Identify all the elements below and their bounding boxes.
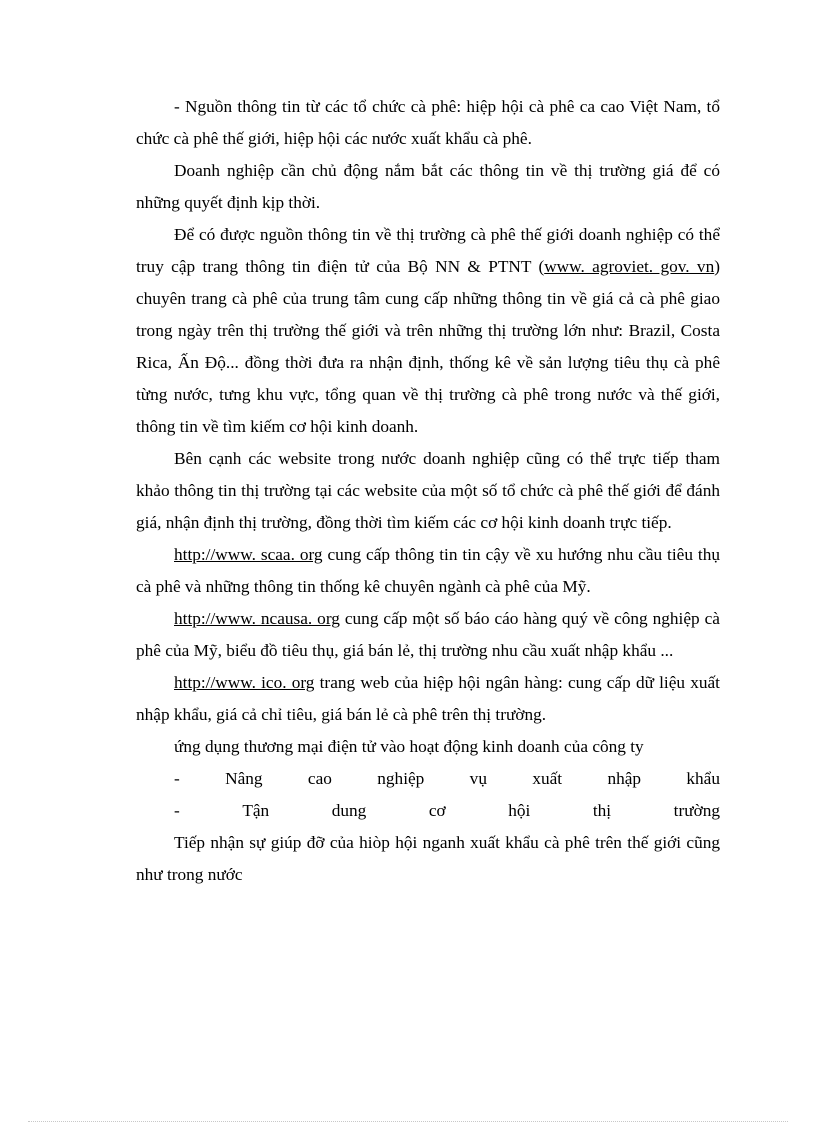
paragraph-association-support: Tiếp nhận sự giúp đỡ của hiòp hội nganh xuất khẩu cà phê trên thế giới cũng như trong nước [136,833,720,884]
paragraph-agroviet [136,219,720,443]
list-word: nghiệp [377,769,425,788]
list-word: khẩu [686,769,720,788]
list-item-market-opportunity [136,795,720,827]
paragraph-websites: Bên cạnh các website trong nước doanh nghiệp cũng có thể trực tiếp tham khảo thông tin thị trường tại các website của một số tổ chức cà phê thế giới để đánh giá, nhận định thị trường, đồng thời tìm kiếm các cơ hội kinh doanh trực tiếp. [136,449,720,532]
scaa-text: cung cấp thông tin tin cậy về xu hướng nhu cầu tiêu thụ cà phê và những thông tin thống kê chuyên ngành cà phê của Mỹ. [136,545,720,596]
scaa-link[interactable]: http://www. scaa. org [174,545,323,564]
list-word: vụ [469,769,487,788]
list-item-improve-skills [136,763,720,795]
agroviet-text-after: ) chuyên trang cà phê của trung tâm cung cấp những thông tin về giá cả cà phê giao trong ngày trên thị trường thế giới và trên những thị trường lớn như: Brazil, Costa Rica, Ấn Độ... đồng thời đưa ra nhận định, thống kê về sản lượng tiêu thụ cà phê từng nước, tưng khu vực, tổng quan về thị trường cà phê trong nước và thế giới, thông tin về tìm kiếm cơ hội kinh doanh. [136,257,720,436]
list-word: nhập [607,769,642,788]
list-word: thị [592,801,612,820]
paragraph-proactive: Doanh nghiệp cần chủ động nắm bắt các thông tin về thị trường giá để có những quyết định kịp thời. [136,161,720,212]
list-word: cao [307,769,332,788]
agroviet-text-before: Để có được nguồn thông tin về thị trường cà phê thế giới doanh nghiệp có thể truy cập trang thông tin điện tử của Bộ NN & PTNT ( [136,225,720,276]
agroviet-link[interactable]: www. agroviet. gov. vn [544,257,715,276]
list-word: Tận [242,801,270,820]
ico-link[interactable]: http://www. ico. org [174,673,315,692]
ico-text: trang web của hiệp hội ngân hàng: cung cấp dữ liệu xuất nhập khẩu, giá cả chỉ tiêu, giá bán lẻ cà phê trên thị trường. [136,673,720,724]
list-word: cơ [428,801,446,820]
paragraph-scaa [136,539,720,603]
paragraph-ecommerce: ứng dụng thương mại điện tử vào hoạt động kinh doanh của công ty [174,737,644,756]
list-word: hội [508,801,531,820]
paragraph-ncausa [136,603,720,667]
list-word: xuất [532,769,563,788]
list-word: Nâng [225,769,263,788]
list-word: trường [673,801,720,820]
list-word: dung [331,801,367,820]
ncausa-text: cung cấp một số báo cáo hàng quý về công nghiệp cà phê của Mỹ, biểu đồ tiêu thụ, giá bán lẻ, thị trường nhu cầu xuất nhập khẩu ... [136,609,720,660]
page-bottom-divider [28,1121,788,1122]
paragraph-ico [136,667,720,731]
ncausa-link[interactable]: http://www. ncausa. org [174,609,340,628]
list-word: - [174,801,180,820]
paragraph-info-sources: - Nguồn thông tin từ các tổ chức cà phê: hiệp hội cà phê ca cao Việt Nam, tổ chức cà phê thế giới, hiệp hội các nước xuất khẩu cà phê. [136,97,720,148]
list-word: - [174,769,180,788]
document-page [136,91,720,891]
